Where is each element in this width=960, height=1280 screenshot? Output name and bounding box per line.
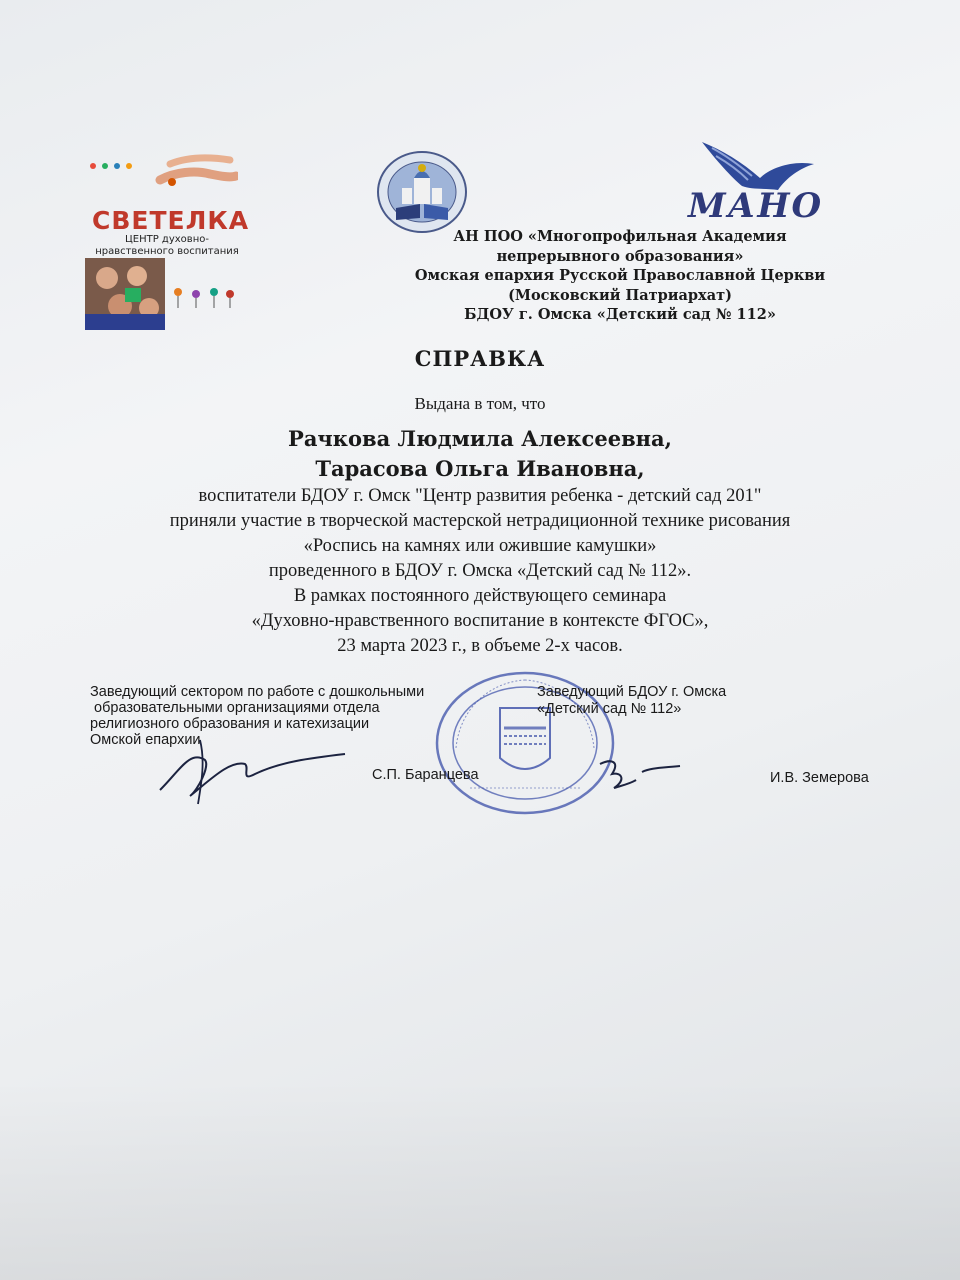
- academy-emblem-logo: [374, 148, 470, 236]
- header-line-3: Омская епархия Русской Православной Церкви: [414, 267, 826, 284]
- left-role-line-1: Заведующий сектором по работе с дошкольными: [90, 684, 425, 700]
- recipient-name-2: Тарасова Ольга Ивановна,: [315, 456, 645, 481]
- children-photo: [85, 258, 165, 330]
- hands-icon: [150, 150, 238, 194]
- left-role-line-4: Омской епархии: [90, 732, 201, 748]
- header-line-2: непрерывного образования»: [496, 247, 744, 265]
- body-line-3: «Роспись на камнях или ожившие камушки»: [303, 536, 657, 556]
- header-line-1: АН ПОО «Многопрофильная Академия: [453, 228, 787, 245]
- kids-figures-icon: [88, 160, 148, 174]
- header-line-5: БДОУ г. Омска «Детский сад № 112»: [464, 306, 776, 323]
- people-drawing-icon: [168, 282, 238, 312]
- left-handwritten-signature: [150, 730, 350, 810]
- certificate-body: [0, 484, 960, 659]
- body-line-2: приняли участие в творческой мастерской нетрадиционной технике рисования: [169, 511, 791, 531]
- right-role-line-2: «Детский сад № 112»: [537, 701, 682, 717]
- body-line-4: проведенного в БДОУ г. Омска «Детский сад № 112».: [268, 561, 692, 581]
- document-title: СПРАВКА: [414, 346, 546, 371]
- svetelka-subtitle: ЦЕНТР духовно-нравственного воспитания: [95, 234, 239, 257]
- paper-shadow: [0, 1080, 960, 1280]
- right-role-line-1: Заведующий БДОУ г. Омска: [537, 684, 727, 700]
- recipients: [0, 424, 960, 484]
- right-signatory-name: И.В. Земерова: [770, 770, 869, 786]
- body-line-6: «Духовно-нравственного воспитание в контексте ФГОС»,: [251, 611, 709, 631]
- left-role-line-2: образовательными организациями отдела: [90, 700, 380, 716]
- organization-header: [380, 227, 860, 325]
- svetelka-title: СВЕТЕЛКА: [92, 206, 250, 235]
- mano-logo-text: МАНО: [688, 186, 824, 226]
- right-handwritten-signature: [590, 752, 690, 802]
- body-line-1: воспитатели БДОУ г. Омск "Центр развития ребенка - детский сад 201": [198, 486, 762, 506]
- header-line-4: (Московский Патриархат): [508, 286, 732, 304]
- right-signatory-role: [537, 684, 797, 718]
- recipient-name-1: Рачкова Людмила Алексеевна,: [288, 426, 672, 451]
- left-signatory-name: С.П. Баранцева: [372, 767, 479, 783]
- body-line-5: В рамках постоянного действующего семинара: [293, 586, 667, 606]
- issued-line: Выдана в том, что: [414, 394, 546, 413]
- body-line-7: 23 марта 2023 г., в объеме 2-х часов.: [337, 636, 623, 656]
- left-role-line-3: религиозного образования и катехизации: [90, 716, 370, 732]
